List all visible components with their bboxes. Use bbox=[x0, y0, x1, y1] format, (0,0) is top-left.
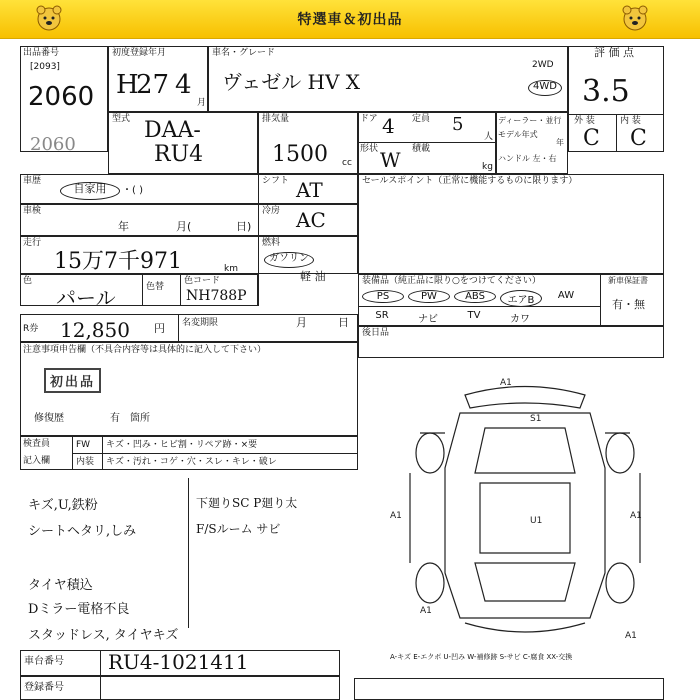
shaken-month: 月( bbox=[176, 220, 192, 233]
reg-label: 登録番号 bbox=[24, 682, 64, 693]
recycle-unit: 円 bbox=[154, 322, 165, 335]
model-value-2: RU4 bbox=[154, 142, 204, 167]
grade-label: 評 価 点 bbox=[594, 46, 634, 59]
capacity-value: 5 bbox=[452, 114, 464, 135]
color-code-label: 色替 bbox=[146, 282, 165, 292]
mark-s1: S1 bbox=[530, 414, 542, 424]
history-label: 車歴 bbox=[23, 176, 42, 186]
option-2: ABS bbox=[454, 290, 496, 303]
car-name-label: 車名・グレード bbox=[212, 48, 276, 58]
option-3: エアB bbox=[500, 290, 542, 307]
mileage-value: 15万7千971 bbox=[54, 249, 182, 274]
mark-u1: U1 bbox=[530, 516, 543, 526]
fuel-alt: 軽 油 bbox=[300, 270, 326, 283]
car-damage-diagram bbox=[390, 373, 660, 648]
lot-number-ghost: 2060 bbox=[30, 134, 76, 155]
remark-right-1: 下廻りSC P廻り太 bbox=[196, 496, 298, 510]
shaken-day: 日) bbox=[236, 220, 252, 233]
rear-seat-label: 後日品 bbox=[362, 328, 390, 338]
capacity-label: 定員 bbox=[412, 114, 431, 124]
option-7: TV bbox=[467, 310, 481, 321]
handle-label: ハンドル 左・右 bbox=[498, 154, 557, 163]
drive-2wd: 2WD bbox=[532, 60, 554, 70]
first-reg-label: 初度登録年月 bbox=[112, 48, 167, 58]
first-reg-month-unit: 月 bbox=[197, 98, 207, 108]
name-change-month: 月 bbox=[296, 316, 307, 329]
option-4: AW bbox=[557, 290, 575, 301]
remark-5: スタッドレス, タイヤキズ bbox=[28, 628, 179, 643]
first-reg-era: H bbox=[116, 70, 139, 100]
interior-label: 内 装 bbox=[620, 116, 641, 126]
shaken-label: 車検 bbox=[23, 206, 42, 216]
option-8: カワ bbox=[510, 314, 530, 325]
mark-right: A1 bbox=[630, 511, 642, 521]
record-label: 記入欄 bbox=[23, 456, 51, 466]
fuel-value: ガソリン bbox=[264, 252, 314, 268]
chassis-label: 車台番号 bbox=[24, 656, 64, 667]
shift-value: AT bbox=[296, 178, 323, 202]
car-name: ヴェゼル HV X bbox=[222, 70, 361, 94]
mileage-unit: km bbox=[224, 264, 238, 274]
shape-label: 形状 bbox=[360, 144, 379, 154]
fw-items: キズ・凹み・ヒビ割・リペア跡・×要 bbox=[106, 440, 258, 450]
first-listing-stamp: 初出品 bbox=[44, 368, 101, 393]
exterior-grade: C bbox=[583, 126, 600, 151]
sales-point-box bbox=[358, 174, 664, 274]
remark-2: シートヘタリ,しみ bbox=[28, 524, 137, 539]
notes-label: 注意事項申告欄（不具合内容等は具体的に記入して下さい） bbox=[23, 345, 267, 355]
fw-label: FW bbox=[76, 440, 91, 450]
lot-code: [2093] bbox=[30, 62, 60, 72]
exterior-label: 外 装 bbox=[574, 116, 595, 126]
year-unit: 年 bbox=[556, 138, 564, 147]
lot-label: 出品番号 bbox=[23, 48, 60, 58]
color-label: 色 bbox=[23, 276, 33, 286]
displacement-label: 排気量 bbox=[262, 114, 290, 124]
mark-br: A1 bbox=[625, 631, 637, 641]
sales-point-label: セールスポイント（正常に機能するものに限ります） bbox=[362, 176, 578, 186]
lot-number: 2060 bbox=[28, 82, 95, 112]
option-6: ナビ bbox=[418, 314, 438, 325]
bear-mascot-icon bbox=[620, 3, 650, 33]
option-1: PW bbox=[408, 290, 450, 303]
remark-right-2: F/Sルーム サビ bbox=[196, 522, 281, 536]
ac-label: 冷房 bbox=[262, 206, 281, 216]
door-value: 4 bbox=[382, 114, 395, 138]
repair-label: 修復歴 bbox=[34, 413, 64, 424]
interior-grade: C bbox=[630, 126, 647, 151]
first-reg-year: 27 bbox=[136, 70, 170, 100]
dealer-label: ディーラー・並行 bbox=[498, 116, 562, 125]
rear-box bbox=[358, 326, 664, 358]
grade-value: 3.5 bbox=[582, 74, 630, 109]
option-0: PS bbox=[362, 290, 404, 303]
history-dot: ・( ) bbox=[122, 185, 143, 196]
displacement-value: 1500 bbox=[272, 142, 328, 167]
chassis-value: RU4-1021411 bbox=[108, 650, 249, 674]
shaken-year: 年 bbox=[118, 220, 129, 233]
color-value: パール bbox=[56, 286, 116, 310]
color-no-value: NH788P bbox=[186, 288, 247, 304]
load-label: 積載 bbox=[412, 144, 431, 154]
inspector-label: 検査員 bbox=[23, 439, 51, 449]
shape-value: W bbox=[380, 148, 401, 172]
interior-items-label: 内装 bbox=[76, 457, 95, 467]
mileage-label: 走行 bbox=[23, 238, 42, 248]
repair-value: 有 bbox=[110, 413, 120, 424]
equipment-label: 装備品（純正品に限り○をつけてください） bbox=[362, 276, 541, 286]
auction-sheet bbox=[20, 38, 664, 700]
bottom-right-box bbox=[354, 678, 664, 700]
history-value: 自家用 bbox=[60, 182, 120, 200]
model-label: 型式 bbox=[112, 114, 131, 124]
name-change-day: 日 bbox=[338, 316, 349, 329]
top-banner bbox=[0, 0, 700, 39]
warranty-value: 有・無 bbox=[612, 298, 645, 311]
mark-top: A1 bbox=[500, 378, 512, 388]
reg-row bbox=[20, 676, 340, 700]
remark-1: キズ,U,鉄粉 bbox=[28, 498, 98, 513]
repair-place: 箇所 bbox=[130, 413, 150, 424]
new-car-warranty-label: 新車保証書 bbox=[608, 276, 648, 285]
banner-title: 特選車＆初出品 bbox=[297, 12, 403, 28]
first-reg-month: 4 bbox=[175, 70, 192, 100]
model-year-label: モデル年式 bbox=[498, 130, 538, 139]
drive-4wd: 4WD bbox=[528, 80, 562, 96]
door-label: ドア bbox=[360, 114, 378, 124]
remark-3: タイヤ積込 bbox=[28, 578, 93, 593]
ac-value: AC bbox=[296, 208, 326, 232]
remark-4: Dミラー電格不良 bbox=[28, 602, 130, 617]
capacity-unit: 人 bbox=[484, 132, 494, 142]
mark-left: A1 bbox=[390, 511, 402, 521]
damage-legend: A-キズ E-エクボ U-凹み W-補修跡 S-サビ C-腐食 XX-交換 bbox=[390, 653, 573, 661]
name-change-label: 名変期限 bbox=[182, 318, 219, 328]
interior-items: キズ・汚れ・コゲ・穴・スレ・キレ・破レ bbox=[106, 457, 277, 467]
recycle-label: R券 bbox=[23, 324, 39, 334]
model-value-1: DAA- bbox=[144, 118, 201, 143]
option-5: SR bbox=[375, 310, 389, 321]
color-no-label: 色コード bbox=[184, 276, 221, 286]
displacement-unit: cc bbox=[342, 158, 352, 168]
load-unit: kg bbox=[482, 162, 493, 172]
fuel-label: 燃料 bbox=[262, 238, 281, 248]
shift-label: シフト bbox=[262, 176, 290, 186]
mark-bl: A1 bbox=[420, 606, 432, 616]
recycle-value: 12,850 bbox=[60, 318, 130, 342]
